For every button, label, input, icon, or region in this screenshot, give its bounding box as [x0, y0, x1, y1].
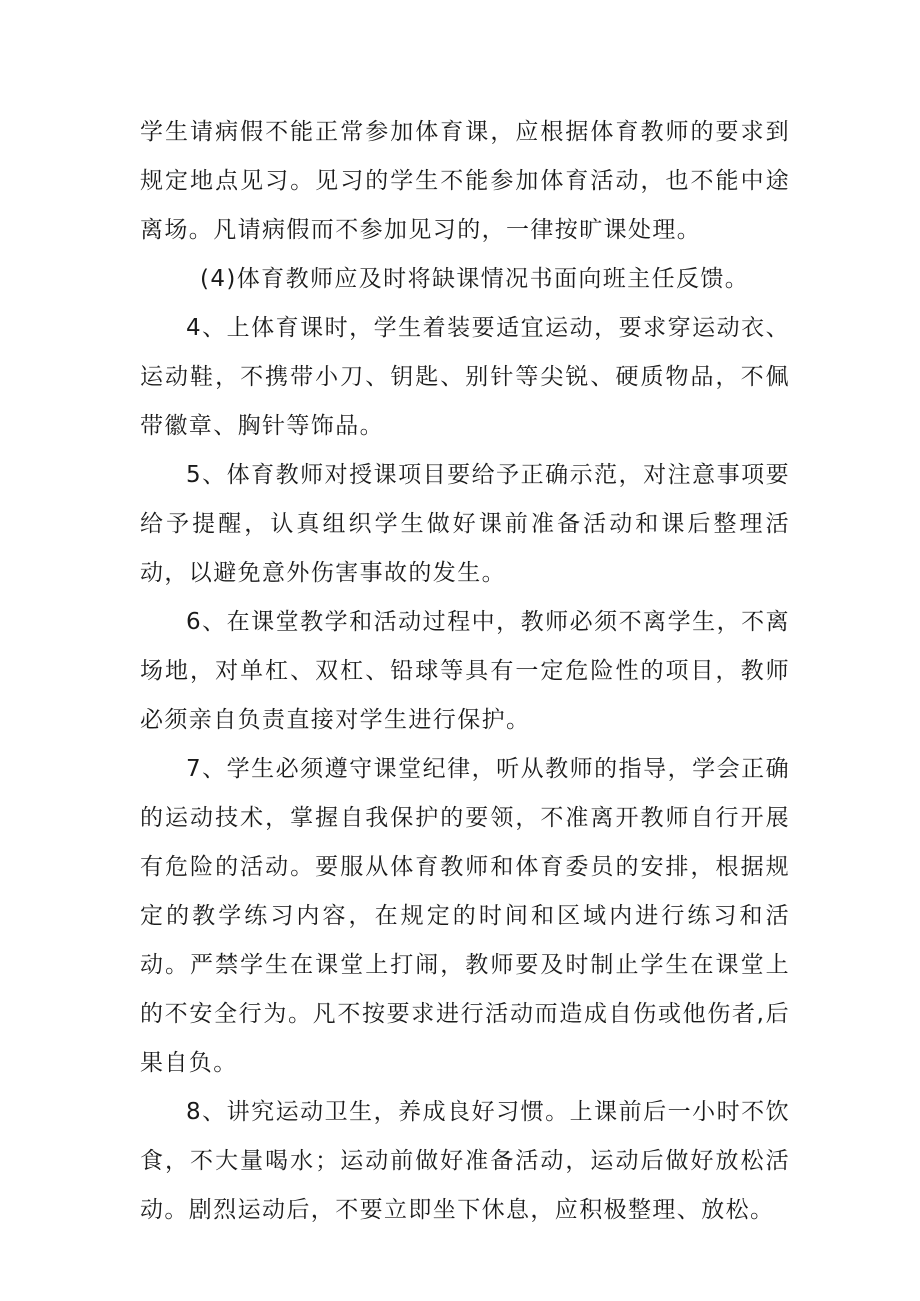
document-body [140, 108, 790, 1235]
paragraph-rule-8: 8、讲究运动卫生，养成良好习惯。上课前后一小时不饮食，不大量喝水；运动前做好准备活动，运动后做好放松活动。剧烈运动后，不要立即坐下休息，应积极整理、放松。 [140, 1099, 790, 1223]
paragraph-item-4-sub: (4)体育教师应及时将缺课情况书面向班主任反馈。 [200, 266, 750, 292]
paragraph-rule-4: 4、上体育课时，学生着装要适宜运动，要求穿运动衣、运动鞋，不携带小刀、钥匙、别针等尖锐、硬质物品，不佩带徽章、胸针等饰品。 [140, 315, 790, 439]
paragraph-rule-5: 5、体育教师对授课项目要给予正确示范，对注意事项要给予提醒，认真组织学生做好课前准备活动和课后整理活动，以避免意外伤害事故的发生。 [140, 462, 790, 586]
paragraph-sick-leave-continuation: 学生请病假不能正常参加体育课，应根据体育教师的要求到规定地点见习。见习的学生不能参加体育活动，也不能中途离场。凡请病假而不参加见习的，一律按旷课处理。 [140, 119, 790, 243]
paragraph-rule-7: 7、学生必须遵守课堂纪律，听从教师的指导，学会正确的运动技术，掌握自我保护的要领，不准离开教师自行开展有危险的活动。要服从体育教师和体育委员的安排，根据规定的教学练习内容，在规定的时间和区域内进行练习和活动。严禁学生在课堂上打闹，教师要及时制止学生在课堂上的不安全行为。凡不按要求进行活动而造成自伤或他伤者,后果自负。 [140, 756, 790, 1076]
paragraph-rule-6: 6、在课堂教学和活动过程中，教师必须不离学生，不离场地，对单杠、双杠、铅球等具有一定危险性的项目，教师必须亲自负责直接对学生进行保护。 [140, 609, 790, 733]
